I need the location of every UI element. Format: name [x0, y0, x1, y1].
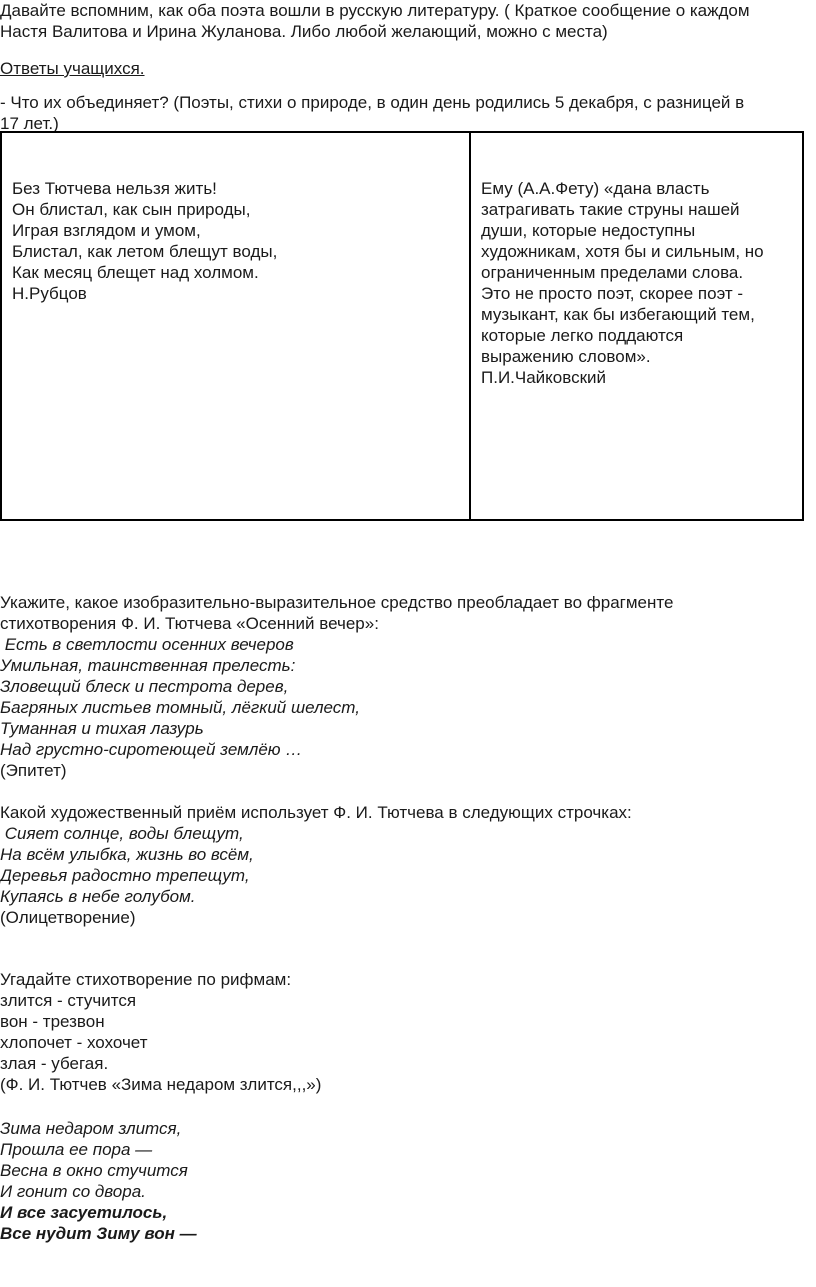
- verse-line: Туманная и тихая лазурь: [0, 719, 204, 738]
- quote-line: художникам, хотя бы и сильным, но: [481, 242, 764, 261]
- task-prompt-line: Угадайте стихотворение по рифмам:: [0, 970, 292, 989]
- quote-line: Он блистал, как сын природы,: [12, 200, 251, 219]
- quote-cell-rubtsov: [12, 178, 277, 304]
- poem-line-bold: Все нудит Зиму вон —: [0, 1224, 197, 1243]
- poem-line-bold: И все засуетилось,: [0, 1203, 168, 1222]
- poem-line: И гонит со двора.: [0, 1182, 146, 1201]
- intro-line: Настя Валитова и Ирина Жуланова. Либо любой желающий, можно с места): [0, 22, 608, 41]
- rhyme-pair: злится - стучится: [0, 991, 137, 1010]
- quote-table: [0, 131, 804, 521]
- task-epithet: [0, 592, 673, 781]
- quote-cell-tchaikovsky: [481, 178, 764, 388]
- quote-line: Играя взглядом и умом,: [12, 221, 201, 240]
- verse-line: Сияет солнце, воды блещут,: [0, 824, 244, 843]
- poem-line: Весна в окно стучится: [0, 1161, 188, 1180]
- intro-line: Давайте вспомним, как оба поэта вошли в русскую литературу. ( Краткое сообщение о каждом: [0, 1, 750, 20]
- verse-line: Зловещий блеск и пестрота дерев,: [0, 677, 289, 696]
- rhyme-pair: вон - трезвон: [0, 1012, 105, 1031]
- verse-line: Над грустно-сиротеющей землёю …: [0, 740, 303, 759]
- task-prompt-line: Укажите, какое изобразительно-выразительное средство преобладает во фрагменте: [0, 593, 674, 612]
- quote-line: которые легко поддаются: [481, 326, 684, 345]
- poem-line: Прошла ее пора —: [0, 1140, 153, 1159]
- task-personification: [0, 802, 632, 928]
- verse-line: Купаясь в небе голубом.: [0, 887, 196, 906]
- task-answer: (Ф. И. Тютчев «Зима недаром злится,,,»): [0, 1075, 322, 1094]
- task-answer: (Олицетворение): [0, 908, 136, 927]
- quote-line: Ему (А.А.Фету) «дана власть: [481, 179, 710, 198]
- intro-paragraph: [0, 0, 750, 42]
- answers-heading-text: Ответы учащихся.: [0, 59, 145, 78]
- task-prompt-line: стихотворения Ф. И. Тютчева «Осенний вечер»:: [0, 614, 379, 633]
- quote-line: ограниченным пределами слова.: [481, 263, 744, 282]
- quote-author: П.И.Чайковский: [481, 368, 607, 387]
- answers-heading: [0, 58, 145, 79]
- task-prompt-line: Какой художественный приём использует Ф. И. Тютчева в следующих строчках:: [0, 803, 632, 822]
- quote-line: Это не просто поэт, скорее поэт -: [481, 284, 744, 303]
- quote-line: души, которые недоступны: [481, 221, 696, 240]
- verse-line: Деревья радостно трепещут,: [0, 866, 250, 885]
- quote-line: Блистал, как летом блещут воды,: [12, 242, 278, 261]
- quote-author: Н.Рубцов: [12, 284, 87, 303]
- poem-line: Зима недаром злится,: [0, 1119, 182, 1138]
- rhyme-pair: злая - убегая.: [0, 1054, 109, 1073]
- task-answer: (Эпитет): [0, 761, 67, 780]
- verse-line: На всём улыбка, жизнь во всём,: [0, 845, 254, 864]
- quote-line: музыкант, как бы избегающий тем,: [481, 305, 755, 324]
- task-guess-poem: [0, 969, 321, 1095]
- question-paragraph: [0, 92, 744, 134]
- quote-line: Как месяц блещет над холмом.: [12, 263, 259, 282]
- table-column-divider: [469, 133, 471, 519]
- verse-line: Есть в светлости осенних вечеров: [0, 635, 294, 654]
- rhyme-pair: хлопочет - хохочет: [0, 1033, 148, 1052]
- verse-line: Умильная, таинственная прелесть:: [0, 656, 296, 675]
- question-line: 17 лет.): [0, 114, 59, 133]
- quote-line: выражению словом».: [481, 347, 651, 366]
- question-line: - Что их объединяет? (Поэты, стихи о природе, в один день родились 5 декабря, с разницей в: [0, 93, 745, 112]
- quote-line: затрагивать такие струны нашей: [481, 200, 740, 219]
- poem-winter: [0, 1118, 197, 1244]
- quote-line: Без Тютчева нельзя жить!: [12, 179, 217, 198]
- verse-line: Багряных листьев томный, лёгкий шелест,: [0, 698, 361, 717]
